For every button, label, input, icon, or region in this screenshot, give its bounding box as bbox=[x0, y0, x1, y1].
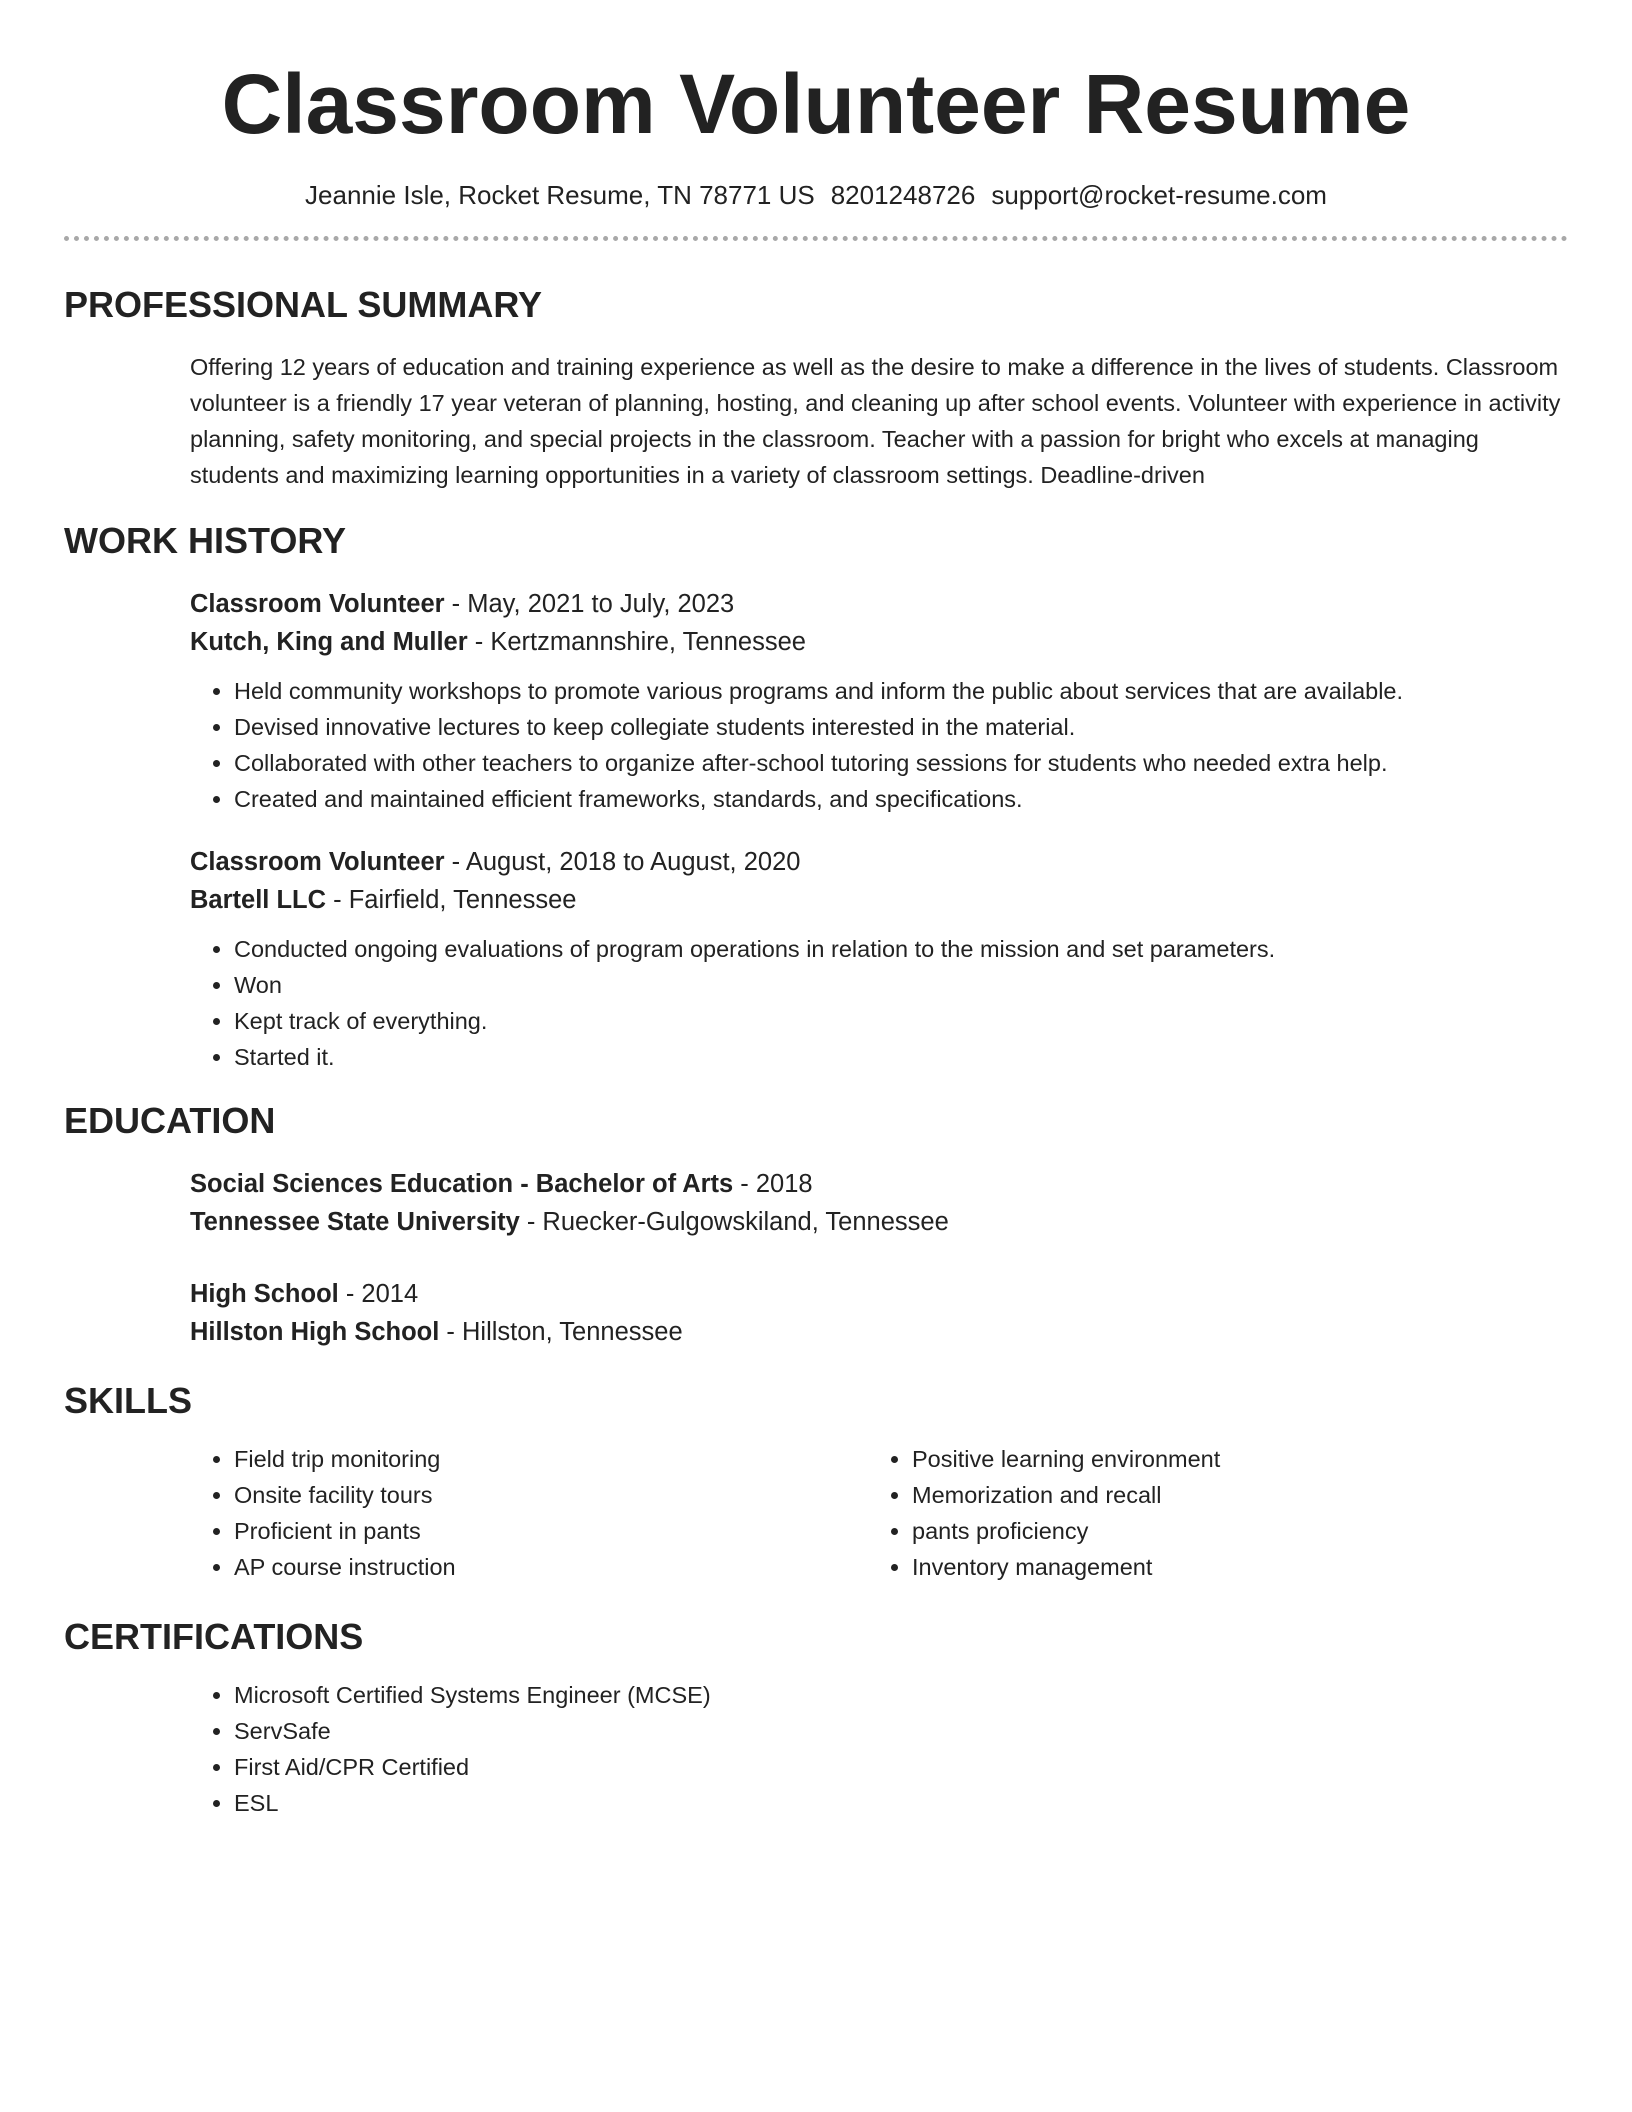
list-item: • Collaborated with other teachers to organize after-school tutoring sessions for students who needed extra help. bbox=[234, 745, 1568, 781]
list-item: • Proficient in pants bbox=[234, 1513, 868, 1549]
certifications-heading: CERTIFICATIONS bbox=[64, 1616, 364, 1657]
education-heading: EDUCATION bbox=[64, 1100, 276, 1141]
school-line bbox=[190, 1203, 1568, 1241]
contact-line bbox=[64, 178, 1568, 212]
degree-year: - 2018 bbox=[733, 1170, 813, 1198]
job-company: Kutch, King and Muller bbox=[190, 628, 468, 656]
degree-name: High School bbox=[190, 1280, 339, 1308]
list-item: • Onsite facility tours bbox=[234, 1477, 868, 1513]
job-title: Classroom Volunteer bbox=[190, 848, 445, 876]
list-item: • Field trip monitoring bbox=[234, 1441, 868, 1477]
skills-section bbox=[64, 1379, 1568, 1585]
summary-section bbox=[64, 283, 1568, 493]
list-item: • Conducted ongoing evaluations of program operations in relation to the mission and set parameters. bbox=[234, 931, 1568, 967]
school-line bbox=[190, 1313, 1568, 1351]
list-item: • Microsoft Certified Systems Engineer (MCSE) bbox=[234, 1677, 1568, 1713]
list-item: • Won bbox=[234, 967, 1568, 1003]
list-item: • Held community workshops to promote various programs and inform the public about services that are available. bbox=[234, 673, 1568, 709]
contact-address: Jeannie Isle, Rocket Resume, TN 78771 US bbox=[305, 180, 815, 210]
contact-email: support@rocket-resume.com bbox=[991, 180, 1327, 210]
summary-heading: PROFESSIONAL SUMMARY bbox=[64, 284, 543, 325]
school-name: Tennessee State University bbox=[190, 1208, 520, 1236]
certifications-section bbox=[64, 1615, 1568, 1821]
certifications-list bbox=[190, 1677, 1568, 1821]
job-company-line bbox=[190, 623, 1568, 661]
job-title-line bbox=[190, 585, 1568, 623]
job-bullets bbox=[190, 673, 1568, 817]
list-item: • Started it. bbox=[234, 1039, 1568, 1075]
education-entry bbox=[190, 1275, 1568, 1351]
list-item: • First Aid/CPR Certified bbox=[234, 1749, 1568, 1785]
list-item: • pants proficiency bbox=[912, 1513, 1546, 1549]
job-title: Classroom Volunteer bbox=[190, 590, 445, 618]
work-history-section bbox=[64, 519, 1568, 1075]
job-location: - Fairfield, Tennessee bbox=[326, 886, 577, 914]
skills-heading: SKILLS bbox=[64, 1380, 193, 1421]
header-divider bbox=[64, 236, 1568, 241]
job-entry bbox=[190, 585, 1568, 817]
list-item: • ServSafe bbox=[234, 1713, 1568, 1749]
job-dates: - May, 2021 to July, 2023 bbox=[444, 590, 735, 618]
summary-text: Offering 12 years of education and training experience as well as the desire to make a difference in the lives of students. Classroom volunteer is a friendly 17 year veteran of planning, hosting, and cleaning up after school events. Volunteer with experience in activity planning, safety monitoring, and special projects in the classroom. Teacher with a passion for bright who excels at managing students and maximizing learning opportunities in a variety of classroom settings. Deadline-driven bbox=[190, 354, 1561, 488]
contact-phone: 8201248726 bbox=[830, 180, 976, 210]
list-item: • Positive learning environment bbox=[912, 1441, 1546, 1477]
job-location: - Kertzmannshire, Tennessee bbox=[467, 628, 806, 656]
education-entry bbox=[190, 1165, 1568, 1241]
job-dates: - August, 2018 to August, 2020 bbox=[444, 848, 801, 876]
skills-column-left bbox=[190, 1441, 868, 1585]
degree-name: Social Sciences Education - Bachelor of Arts bbox=[190, 1170, 734, 1198]
list-item: • ESL bbox=[234, 1785, 1568, 1821]
degree-year: - 2014 bbox=[338, 1280, 419, 1308]
school-name: Hillston High School bbox=[190, 1318, 440, 1346]
list-item: • AP course instruction bbox=[234, 1549, 868, 1585]
job-company-line bbox=[190, 881, 1568, 919]
list-item: • Created and maintained efficient frameworks, standards, and specifications. bbox=[234, 781, 1568, 817]
work-history-heading: WORK HISTORY bbox=[64, 520, 347, 561]
skills-list-left bbox=[190, 1441, 868, 1585]
skills-column-right bbox=[868, 1441, 1546, 1585]
job-company: Bartell LLC bbox=[190, 886, 327, 914]
degree-line bbox=[190, 1275, 1568, 1313]
list-item: • Devised innovative lectures to keep collegiate students interested in the material. bbox=[234, 709, 1568, 745]
degree-line bbox=[190, 1165, 1568, 1203]
job-bullets bbox=[190, 931, 1568, 1075]
list-item: • Inventory management bbox=[912, 1549, 1546, 1585]
school-location: - Ruecker-Gulgowskiland, Tennessee bbox=[519, 1208, 949, 1236]
job-title-line bbox=[190, 843, 1568, 881]
resume-title: Classroom Volunteer Resume bbox=[221, 57, 1411, 151]
list-item: • Kept track of everything. bbox=[234, 1003, 1568, 1039]
school-location: - Hillston, Tennessee bbox=[439, 1318, 683, 1346]
list-item: • Memorization and recall bbox=[912, 1477, 1546, 1513]
skills-list-right bbox=[868, 1441, 1546, 1585]
education-section bbox=[64, 1099, 1568, 1351]
job-entry bbox=[190, 843, 1568, 1075]
skills-grid bbox=[190, 1441, 1568, 1585]
